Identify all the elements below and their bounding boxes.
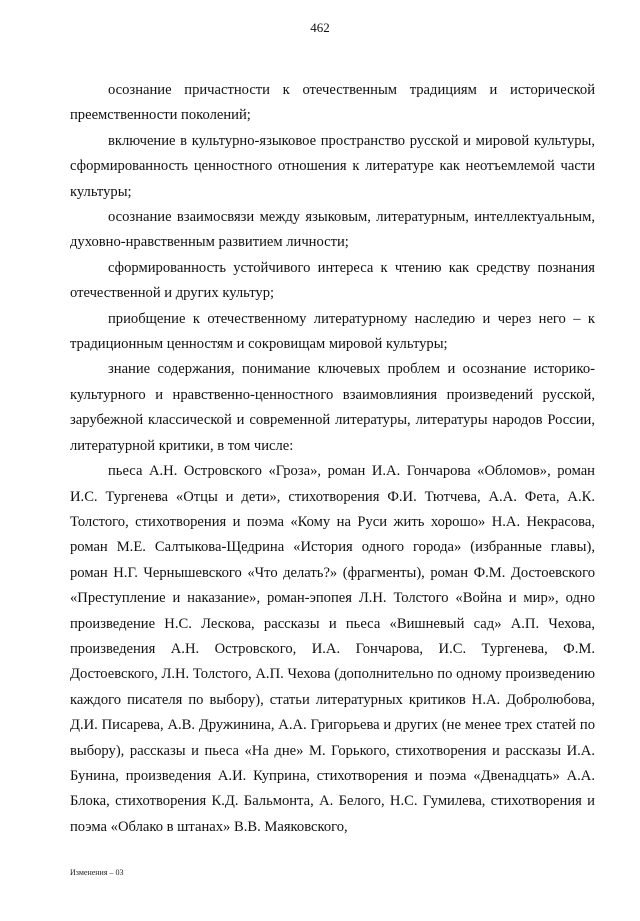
paragraph-6: знание содержания, понимание ключевых проблем и осознание историко-культурного и нравственно-ценностного взаимовлияния произведений русской, зарубежной классической и современной литературы, литературы народов России, литературной критики, в том числе:: [70, 361, 595, 454]
page-footer-revision: Изменения – 03: [70, 868, 124, 877]
paragraph-3: осознание взаимосвязи между языковым, литературным, интеллектуальным, духовно-нравственным развитием личности;: [70, 209, 595, 251]
paragraph-4: сформированность устойчивого интереса к чтению как средству познания отечественной и других культур;: [70, 259, 595, 302]
document-body: [70, 78, 595, 840]
page-number: 462: [310, 20, 330, 35]
paragraph-7: пьеса А.Н. Островского «Гроза», роман И.А. Гончарова «Обломов», роман И.С. Тургенева «Отцы и дети», стихотворения Ф.И. Тютчева, А.А. Фета, А.К. Толстого, стихотворения и поэма «Кому на Руси жить хорошо» Н.А. Некрасова, роман М.Е. Салтыкова-Щедрина «История одного города» (избранные главы), роман Н.Г. Чернышевского «Что делать?» (фрагменты), роман Ф.М. Достоевского «Преступление и наказание», роман-эпопея Л.Н. Толстого «Война и мир», одно произведение Н.С. Лескова, рассказы и пьеса «Вишневый сад» А.П. Чехова, произведения А.Н. Островского, И.А. Гончарова, И.С. Тургенева, Ф.М. Достоевского, Л.Н. Толстого, А.П. Чехова (дополнительно по одному произведению каждого писателя по выбору), статьи литературных критиков Н.А. Добролюбова, Д.И. Писарева, А.В. Дружинина, А.А. Григорьева и других (не менее трех статей по выбору), рассказы и пьеса «На дне» М. Горького, стихотворения и рассказы И.А. Бунина, произведения А.И. Куприна, стихотворения и поэма «Двенадцать» А.А. Блока, стихотворения К.Д. Бальмонта, А. Белого, Н.С. Гумилева, стихотворения и поэма «Облако в штанах» В.В. Маяковского,: [70, 463, 595, 835]
paragraph-2: включение в культурно-языковое пространство русской и мировой культуры, сформированность ценностного отношения к литературе как неотъемлемой части культуры;: [70, 132, 595, 200]
paragraph-1: осознание причастности к отечественным традициям и исторической преемственности поколений;: [70, 82, 595, 124]
paragraph-5: приобщение к отечественному литературному наследию и через него – к традиционным ценностям и сокровищам мировой культуры;: [70, 310, 595, 353]
